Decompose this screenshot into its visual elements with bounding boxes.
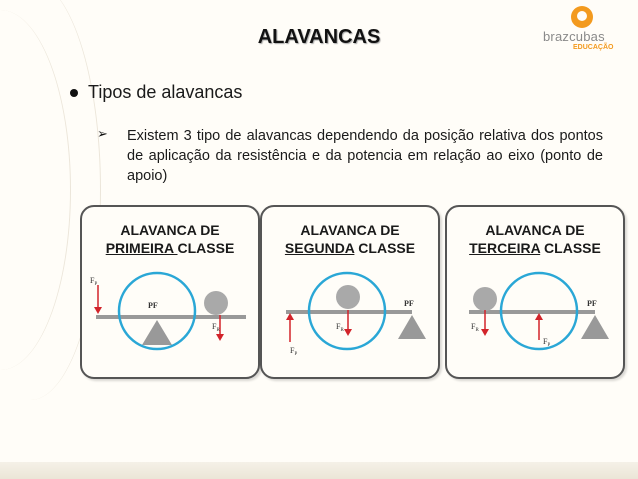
bullet-dot-icon [70,89,78,97]
card-title-line1: ALAVANCA DE [120,222,220,238]
brand-logo [543,6,623,52]
label-fr: $F_R$ [336,322,344,333]
logo-brand-text: brazcubas [543,29,605,44]
logo-sub-text: EDUCAÇÃO [573,44,614,51]
sub-bullet-text: Existem 3 tipo de alavancas dependendo da posição relativa dos pontos de aplicação da resistência e da potencia em relação ao eixo (ponto de apoio) [127,128,603,184]
lever-card-second-class [260,205,440,379]
lever-card-first-class [80,205,260,379]
label-fr: $F_R$ [471,322,479,333]
lever-diagram-third-class [447,207,623,377]
arrow-bullet-icon: ➢ [97,126,108,141]
label-pf: PF [587,299,597,308]
label-fp: $F_P$ [90,276,98,287]
label-fr: $F_R$ [212,322,220,333]
arrow-head-icon [216,334,224,341]
fulcrum-triangle [581,315,609,339]
lever-diagram-second-class [262,207,438,377]
arrow-head-icon [481,329,489,336]
label-pf: PF [404,299,414,308]
bullet-main-text: Tipos de alavancas [88,82,243,102]
card-title-rest: CLASSE [177,240,235,256]
arrow-head-icon [535,313,543,320]
resistance-weight [336,285,360,309]
card-title-underlined: SEGUNDA [284,240,355,256]
arrow-head-icon [94,307,102,314]
fulcrum-triangle [398,315,426,339]
bullet-main [70,82,242,103]
label-fp: $F_P$ [543,337,551,348]
lever-card-third-class [445,205,625,379]
resistance-weight [473,287,497,311]
card-title-underlined: TERCEIRA [469,240,541,256]
card-title-underlined: PRIMEIRA [105,240,178,256]
logo-mark-icon [571,6,593,28]
arrow-head-icon [344,329,352,336]
footer-bar [0,462,638,479]
card-title-line1: ALAVANCA DE [300,222,400,238]
label-pf: PF [148,301,158,310]
arrow-head-icon [286,313,294,320]
card-title-rest: CLASSE [354,240,416,256]
card-title-rest: CLASSE [540,240,601,256]
slide-title: ALAVANCAS [257,26,381,48]
resistance-weight [204,291,228,315]
label-fp: $F_P$ [290,346,298,357]
lever-diagram-first-class [82,207,258,377]
card-title-line1: ALAVANCA DE [485,222,585,238]
fulcrum-triangle [142,320,172,345]
